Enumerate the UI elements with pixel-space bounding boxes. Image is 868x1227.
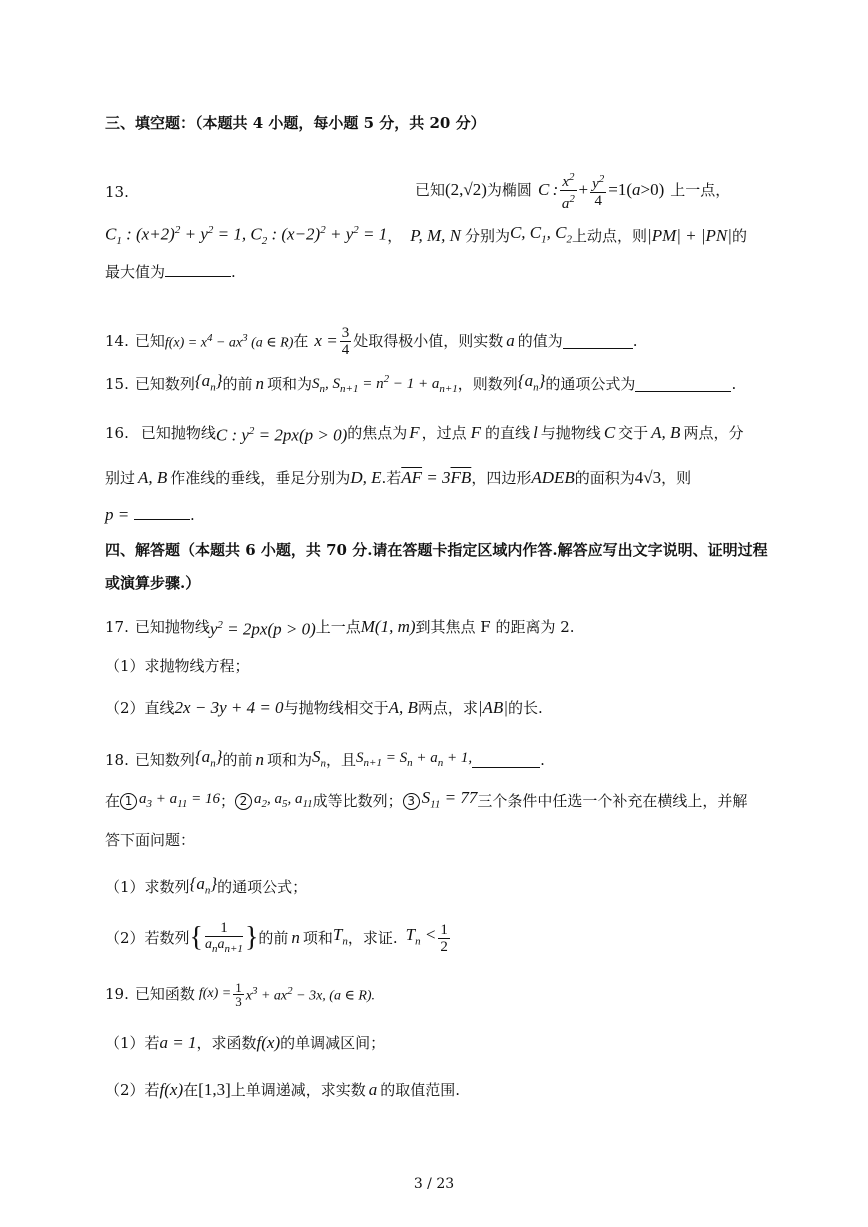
circled-number-2: 2 — [235, 793, 252, 810]
question-15: 15. 已知数列 $\{a_n\}$ 的前 n 项和为 $S_n$, $S_{n+1} = n^2 - 1 + a_{n+1}$ ，则数列 $\{a_n\}$ 的通项公式为 . — [105, 372, 736, 396]
question-17-part-1: （1）求抛物线方程； — [105, 657, 250, 675]
question-13-line-2: $C_1$ : $(x+2)^2 + y^2 = 1$, $C_2$ : $(x-2)^2 + y^2 = 1$ ， P, M, N 分别为 C, $C_1$, $C_2$ 上动点，则 |PM| + |PN| 的 — [105, 222, 747, 250]
sum-recurrence: $S_n$, $S_{n+1} = n^2 - 1 + a_{n+1}$ — [312, 373, 458, 395]
section-4-heading-line-2: 或演算步骤.） — [105, 574, 201, 592]
circle-equations: $C_1$ : $(x+2)^2 + y^2 = 1$, $C_2$ : $(x-2)^2 + y^2 = 1$ — [105, 224, 388, 248]
section-4-heading-line-1: 四、解答题（本题共 6 小题，共 70 分.请在答题卡指定区域内作答.解答应写出文字说明、证明过程 — [105, 541, 768, 559]
question-13-line-3: 最大值为 . — [105, 263, 236, 281]
question-18-conditions-cont: 答下面问题： — [105, 831, 196, 849]
circled-number-1: 1 — [120, 793, 137, 810]
question-17-stem: 17. 已知抛物线 $y^2 = 2px(p > 0)$ 上一点 M(1, m) 到其焦点 F 的距离为 2. — [105, 617, 575, 639]
question-14: 14. 已知 $f(x) = x^4 - ax^3$ (a ∈ R) 在 x = $\frac{3}{4}$ 处取得极小值，则实数 a 的值为 . — [105, 324, 638, 358]
question-16-line-3: p = . — [105, 505, 195, 524]
question-18-stem: 18. 已知数列 $\{a_n\}$ 的前 n 项和为 $S_n$ ，且 $S_{n+1} = S_n + a_n + 1$, . — [105, 746, 545, 770]
section-3-heading: 三、填空题：（本题共 4 小题，每小题 5 分，共 20 分） — [105, 114, 486, 132]
answer-blank[interactable] — [635, 377, 731, 392]
question-18-part-2: （2）若数列 { $\frac{1}{a_na_{n+1}}$ } 的前 n 项和 $T_n$ ，求证. $T_n$ < $\frac{1}{2}$ — [105, 919, 448, 955]
answer-blank[interactable] — [134, 505, 190, 520]
question-16-line-2: 别过 A, B 作准线的垂线，垂足分别为 D, E .若 $\overline{AF} = 3\overline{FB}$ ，四边形 ADEB 的面积为 4√3 ，则 — [105, 468, 692, 487]
condition-blank[interactable] — [472, 753, 540, 768]
question-19-stem: 19. 已知函数 f(x) = $\frac{1}{3}$ $x^3 + ax^2 - 3x$, (a ∈ R). — [105, 979, 376, 1009]
distance-sum-expression: |PM| + |PN| — [647, 226, 732, 245]
vector-relation: $\overline{AF} = 3\overline{FB}$ — [401, 468, 472, 487]
question-19-part-2: （2）若 f(x) 在 [1,3] 上单调递减，求实数 a 的取值范围. — [105, 1080, 461, 1099]
point-expression: (2,√2) — [445, 180, 487, 199]
page-number: 3 / 23 — [413, 1176, 455, 1192]
question-19-part-1: （1）若 a = 1 ，求函数 f(x) 的单调减区间； — [105, 1033, 386, 1052]
question-18-conditions: 在 1 $a_3 + a_{11} = 16$ ； 2 $a_2$, $a_5$, $a_{11}$ 成等比数列； 3 $S_{11} = 77$ 三个条件中任选一个补充在横线上，并解 — [105, 787, 748, 811]
answer-blank[interactable] — [563, 334, 633, 349]
question-16-line-1: 16. 已知抛物线 C : $y^2 = 2px(p > 0)$ 的焦点为 F ，过点 F 的直线 l 与抛物线 C 交于 A, B 两点，分 — [105, 420, 743, 446]
question-17-part-2: （2）直线 2x − 3y + 4 = 0 与抛物线相交于 A, B 两点，求 |AB| 的长. — [105, 698, 543, 717]
function-expression: $f(x) = x^4 - ax^3$ (a ∈ R) — [164, 332, 294, 351]
circled-number-3: 3 — [403, 793, 420, 810]
answer-blank[interactable] — [165, 262, 231, 277]
question-13-number: 13. — [105, 183, 129, 201]
parabola-equation: C : $y^2 = 2px(p > 0)$ — [215, 424, 348, 445]
question-18-part-1: （1）求数列 $\{a_n\}$ 的通项公式； — [105, 873, 308, 897]
question-13-line-1: 已知 (2,√2) 为椭圆 C : $\frac{x^2}{a^2}$ + $\frac{y^2}{4}$ =1(a>0) 上一点， — [415, 170, 731, 212]
ellipse-equation: C : — [537, 180, 559, 199]
